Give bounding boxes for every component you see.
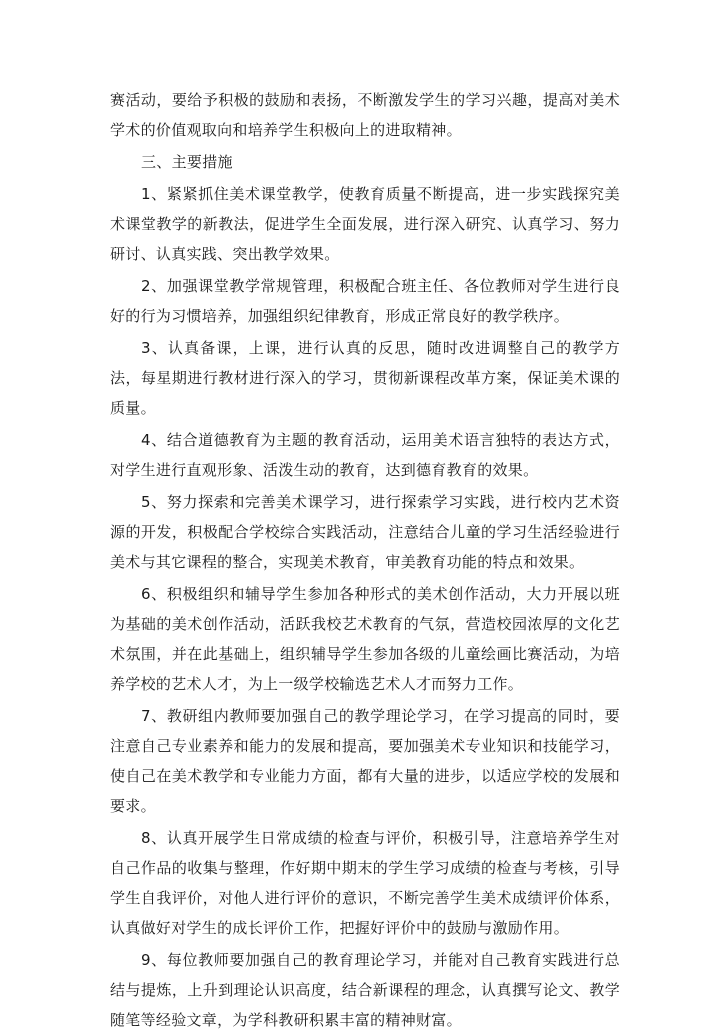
paragraph-item-9: 9、每位教师要加强自己的教育理论学习，并能对自己教育实践进行总结与提炼，上升到理论认识高度，结合新课程的理念，认真撰写论文、教学随笔等经验文章，为学科教研积累丰富的精神财富。 <box>110 951 620 1029</box>
paragraph-item-1: 1、紧紧抓住美术课堂教学，使教育质量不断提高，进一步实践探究美术课堂教学的新教法，促进学生全面发展，进行深入研究、认真学习、努力研讨、认真实践、突出教学效果。 <box>110 185 620 263</box>
paragraph-item-8: 8、认真开展学生日常成绩的检查与评价，积极引导，注意培养学生对自己作品的收集与整理，作好期中期末的学生学习成绩的检查与考核，引导学生自我评价，对他人进行评价的意识，不断完善学生美术成绩评价体系，认真做好对学生的成长评价工作，把握好评价中的鼓励与激励作用。 <box>110 829 620 937</box>
paragraph-continuation: 赛活动，要给予积极的鼓励和表扬，不断激发学生的学习兴趣，提高对美术学术的价值观取向和培养学生积极向上的进取精神。 <box>110 91 620 139</box>
paragraph-item-6: 6、积极组织和辅导学生参加各种形式的美术创作活动，大力开展以班为基础的美术创作活动，活跃我校艺术教育的气氛，营造校园浓厚的文化艺术氛围，并在此基础上，组织辅导学生参加各级的儿童绘画比赛活动，为培养学校的艺术人才，为上一级学校输选艺术人才而努力工作。 <box>110 585 620 693</box>
paragraph-item-7: 7、教研组内教师要加强自己的教学理论学习，在学习提高的同时，要注意自己专业素养和能力的发展和提高，要加强美术专业知识和技能学习，使自己在美术教学和专业能力方面，都有大量的进步，以适应学校的发展和要求。 <box>110 707 620 815</box>
paragraph-item-3: 3、认真备课，上课，进行认真的反思，随时改进调整自己的教学方法，每星期进行教材进行深入的学习，贯彻新课程改革方案，保证美术课的质量。 <box>110 339 620 417</box>
section-heading: 三、主要措施 <box>141 153 233 171</box>
paragraph-item-4: 4、结合道德教育为主题的教育活动，运用美术语言独特的表达方式，对学生进行直观形象、活泼生动的教育，达到德育教育的效果。 <box>110 431 620 479</box>
paragraph-item-2: 2、加强课堂教学常规管理，积极配合班主任、各位教师对学生进行良好的行为习惯培养，加强组织纪律教育，形成正常良好的教学秩序。 <box>110 277 620 325</box>
paragraph-item-5: 5、努力探索和完善美术课学习，进行探索学习实践，进行校内艺术资源的开发，积极配合学校综合实践活动，注意结合儿童的学习生活经验进行美术与其它课程的整合，实现美术教育，审美教育功能的特点和效果。 <box>110 493 620 571</box>
document-page <box>110 85 620 1035</box>
